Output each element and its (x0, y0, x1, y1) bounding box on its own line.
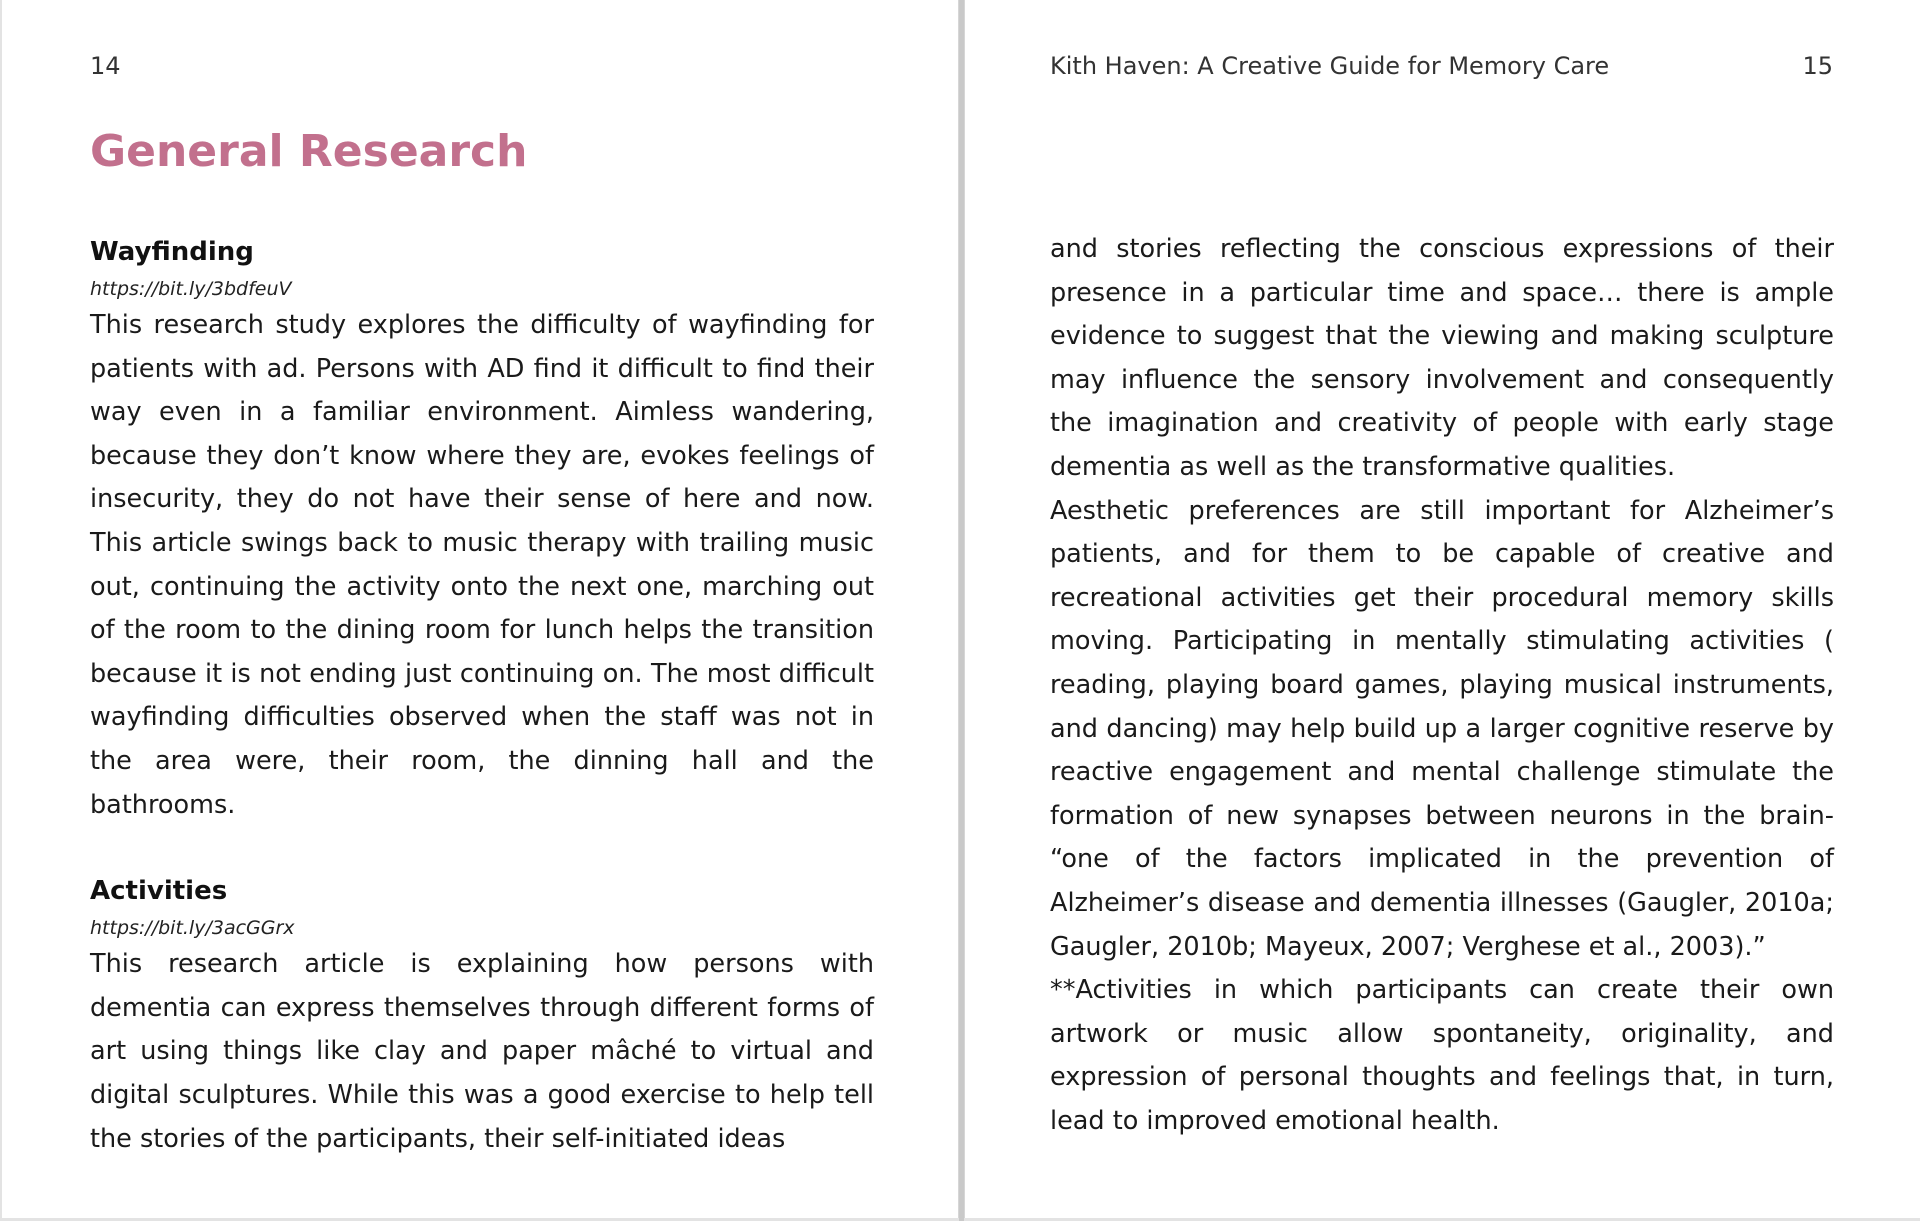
section-activities (90, 871, 874, 1161)
right-page (964, 0, 1920, 1218)
left-page (2, 0, 959, 1218)
left-page-content (90, 232, 874, 1161)
page-number-left: 14 (90, 52, 121, 80)
paragraph-aesthetic-preferences: Aesthetic preferences are still important for Alzheimer’s patients, and for them to be capable of creative and recreational activities get their procedural memory skills moving. Participating in mentally stimulating activities ( reading, playing board games, playing musical instruments, and dancing) may help build up a larger cognitive reserve by reactive engagement and mental challenge stimulate the formation of new synapses between neurons in the brain- “one of the factors implicated in the prevention of Alzheimer’s disease and dementia illnesses (Gaugler, 2010a; Gaugler, 2010b; Mayeux, 2007; Verghese et al., 2003).” (1050, 495, 1834, 962)
section-spacer (90, 827, 874, 871)
wayfinding-link[interactable]: https://bit.ly/3bdfeuV (90, 278, 292, 300)
wayfinding-heading: Wayfinding (90, 237, 254, 267)
page-number-right: 15 (1802, 52, 1833, 80)
wayfinding-body: This research study explores the difficulty of wayfinding for patients with ad. Persons with AD find it difficult to find their way even in a familiar environment. Aimless wandering, because they don’t know where they are, evokes feelings of insecurity, they do not have their sense of here and now. This article swings back to music therapy with trailing music out, continuing the activity onto the next one, marching out of the room to the dining room for lunch helps the transition because it is not ending just continuing on. The most difficult wayfinding difficulties observed when the staff was not in the area were, their room, the dinning hall and the bathrooms. (90, 310, 874, 820)
activities-link[interactable]: https://bit.ly/3acGGrx (90, 917, 295, 940)
paragraph-artwork-activities: **Activities in which participants can create their own artwork or music allow spontaneity, originality, and expression of personal thoughts and feelings that, in turn, lead to improved emotional health. (1050, 975, 1834, 1136)
section-title: General Research (90, 126, 528, 177)
running-header: Kith Haven: A Creative Guide for Memory Care (1050, 52, 1610, 80)
right-page-content (1050, 228, 1834, 1143)
paragraph-continuation: and stories reflecting the conscious expressions of their presence in a particular time and space… there is ample evidence to suggest that the viewing and making sculpture may influence the sensory involvement and consequently the imagination and creativity of people with early stage dementia as well as the transformative qualities. (1050, 234, 1834, 482)
section-wayfinding (90, 232, 874, 827)
activities-heading: Activities (90, 876, 228, 907)
activities-body: This research article is explaining how persons with dementia can express themselves through different forms of art using things like clay and paper mâché to virtual and digital sculptures. While this was a good exercise to help tell the stories of the participants, their self-initiated ideas (90, 949, 874, 1154)
